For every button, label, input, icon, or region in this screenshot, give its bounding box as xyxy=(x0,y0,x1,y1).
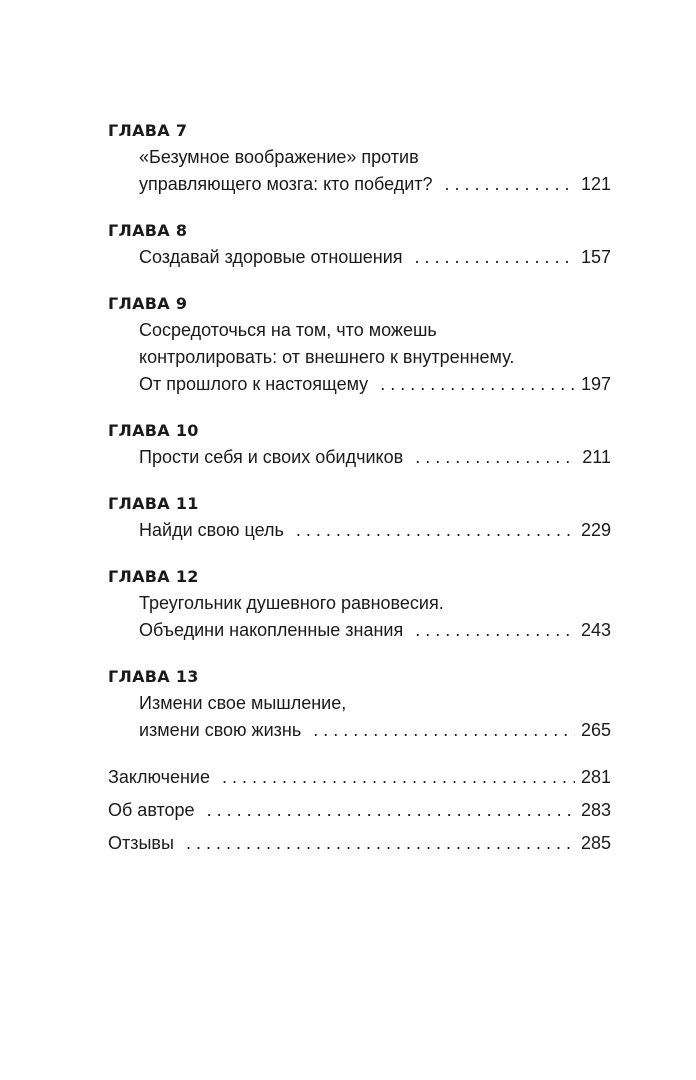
chapter-title-line: Сосредоточься на том, что можешь xyxy=(139,320,437,340)
toc-entry-line[interactable] xyxy=(139,517,611,544)
chapter-title-line: Треугольник душевного равновесия. xyxy=(139,593,444,613)
dot-leader xyxy=(207,797,575,824)
page-number: 229 xyxy=(580,520,611,540)
dot-leader xyxy=(415,444,576,471)
entry-title: Об авторе xyxy=(108,800,195,820)
toc-entry-line[interactable] xyxy=(139,717,611,744)
dot-leader xyxy=(296,517,575,544)
toc-chapter-11 xyxy=(108,491,611,544)
chapter-title xyxy=(108,517,611,544)
chapter-title xyxy=(108,690,611,744)
toc-entry-line[interactable] xyxy=(139,444,611,471)
toc-chapter-8 xyxy=(108,218,611,271)
toc-entry-line[interactable] xyxy=(139,171,611,198)
page-number: 283 xyxy=(580,800,611,820)
toc-entry-line[interactable] xyxy=(139,617,611,644)
dot-leader xyxy=(222,764,575,791)
toc-chapter-10 xyxy=(108,418,611,471)
table-of-contents xyxy=(108,118,611,863)
chapter-title xyxy=(108,144,611,198)
chapter-title-line: От прошлого к настоящему xyxy=(139,374,369,394)
chapter-title xyxy=(108,590,611,644)
toc-chapter-13 xyxy=(108,664,611,744)
page-number: 243 xyxy=(580,620,611,640)
dot-leader xyxy=(415,617,575,644)
page-number: 265 xyxy=(580,720,611,740)
page-number: 285 xyxy=(580,833,611,853)
dot-leader xyxy=(415,244,575,271)
page-number: 281 xyxy=(580,767,611,787)
chapter-title xyxy=(108,317,611,398)
chapter-title-line: Создавай здоровые отношения xyxy=(139,247,403,267)
page-number: 121 xyxy=(580,174,611,194)
page-number: 157 xyxy=(580,247,611,267)
chapter-title-line: Прости себя и своих обидчиков xyxy=(139,447,404,467)
chapter-label: ГЛАВА 11 xyxy=(108,494,199,513)
chapter-label: ГЛАВА 7 xyxy=(108,121,188,140)
dot-leader xyxy=(313,717,575,744)
toc-entry-conclusion[interactable] xyxy=(108,764,611,791)
page-number: 197 xyxy=(580,374,611,394)
chapter-label: ГЛАВА 13 xyxy=(108,667,199,686)
chapter-title xyxy=(108,444,611,471)
page-number: 211 xyxy=(582,447,611,467)
toc-entry-about-author[interactable] xyxy=(108,797,611,824)
chapter-title xyxy=(108,244,611,271)
chapter-title-line: «Безумное воображение» против xyxy=(139,147,419,167)
chapter-label: ГЛАВА 12 xyxy=(108,567,199,586)
toc-backmatter xyxy=(108,764,611,857)
entry-title: Заключение xyxy=(108,767,210,787)
toc-chapter-9 xyxy=(108,291,611,398)
toc-entry-line[interactable] xyxy=(139,371,611,398)
chapter-title-line: Измени свое мышление, xyxy=(139,693,347,713)
toc-entry-reviews[interactable] xyxy=(108,830,611,857)
dot-leader xyxy=(186,830,575,857)
chapter-title-line: Объедини накопленные знания xyxy=(139,620,404,640)
toc-chapter-7 xyxy=(108,118,611,198)
entry-title: Отзывы xyxy=(108,833,174,853)
dot-leader xyxy=(445,171,575,198)
toc-chapter-12 xyxy=(108,564,611,644)
toc-entry-line[interactable] xyxy=(139,244,611,271)
chapter-title-line: контролировать: от внешнего к внутреннему. xyxy=(139,347,515,367)
chapter-label: ГЛАВА 10 xyxy=(108,421,199,440)
chapter-title-line: Найди свою цель xyxy=(139,520,284,540)
chapter-title-line: управляющего мозга: кто победит? xyxy=(139,174,433,194)
chapter-label: ГЛАВА 8 xyxy=(108,221,188,240)
dot-leader xyxy=(380,371,575,398)
chapter-title-line: измени свою жизнь xyxy=(139,720,302,740)
chapter-label: ГЛАВА 9 xyxy=(108,294,188,313)
